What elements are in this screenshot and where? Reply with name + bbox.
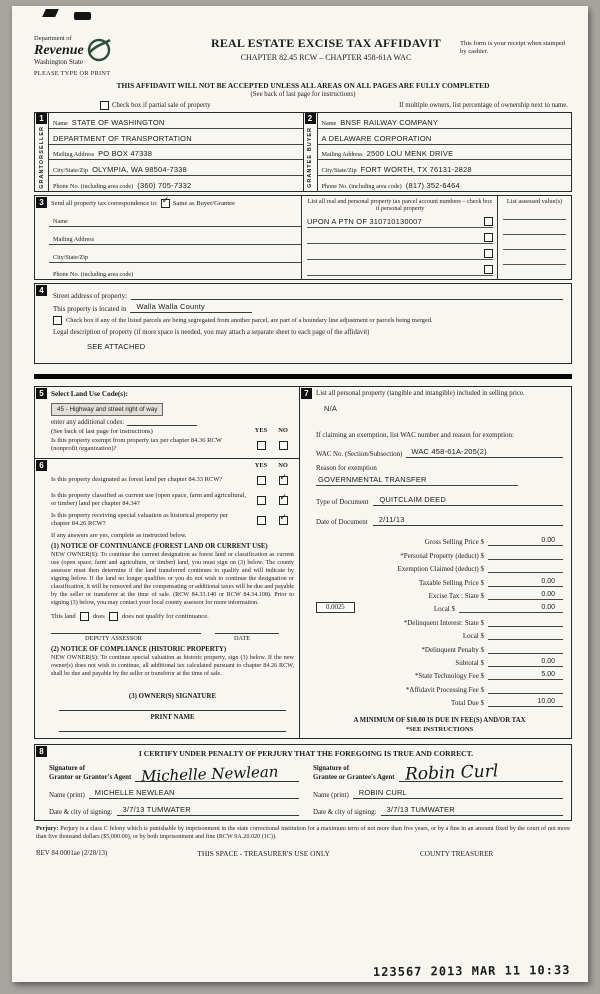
seller-phone-row: Phone No. (including area code) (360) 705-7332 <box>53 180 192 190</box>
assessed-value-line <box>503 252 566 265</box>
local-rate-box: 0.0025 <box>316 602 355 613</box>
current-use-yes-checkbox[interactable] <box>257 496 266 505</box>
buyer-section <box>303 112 573 191</box>
assessed-value-line <box>503 207 566 220</box>
continuance-title: (1) NOTICE OF CONTINUANCE (FOREST LAND OR CURRENT USE) <box>51 543 268 551</box>
owner-signature-line <box>59 710 286 711</box>
deputy-assessor-label: DEPUTY ASSESSOR <box>85 635 142 643</box>
assessed-values-header: List assessed value(s) <box>506 197 563 205</box>
buyer-side-label: BUYER <box>307 127 313 152</box>
historic-question: Is this property receiving special valuation as historical property per chapter 84.26 RCW? <box>51 512 229 528</box>
section1-number: 1 <box>36 113 47 124</box>
completion-warning: THIS AFFIDAVIT WILL NOT BE ACCEPTED UNLESS ALL AREAS ON ALL PAGES ARE FULLY COMPLETED <box>116 81 490 91</box>
this-land-label: This land <box>51 613 76 621</box>
tax-computation-section <box>299 386 572 739</box>
grantor-name-print-row: Name (print) MICHELLE NEWLEAN <box>49 788 299 799</box>
section5-number: 5 <box>36 388 47 399</box>
grantee-date-city-row: Date & city of signing: 3/7/13 TUMWATER <box>313 805 563 816</box>
section-divider <box>34 374 572 379</box>
wac-number-value: WAC 458-61A-205(2) <box>406 447 563 458</box>
revenue-label: Revenue <box>34 42 84 58</box>
form-title: REAL ESTATE EXCISE TAX AFFIDAVIT <box>210 36 442 50</box>
parcel-row <box>307 214 493 228</box>
grantor-name-print: MICHELLE NEWLEAN <box>89 788 299 799</box>
grantee-side-label: GRANTEE <box>307 153 313 188</box>
personal-property-checkbox[interactable] <box>484 217 493 226</box>
legal-description-value: SEE ATTACHED <box>87 342 146 352</box>
grantor-date-city: 3/7/13 TUMWATER <box>117 805 299 816</box>
revenue-logo <box>34 36 192 66</box>
date-of-document-label: Date of Document <box>316 518 368 527</box>
section8-number: 8 <box>36 746 47 757</box>
money-row-personal-deduct: *Personal Property (deduct) $ <box>316 546 563 559</box>
money-row-delinquent-penalty: *Delinquent Penalty $ <box>316 640 563 653</box>
county-treasurer-label: COUNTY TREASURER <box>420 849 494 858</box>
owners-signature-label: (3) OWNER(S) SIGNATURE <box>128 693 217 701</box>
seller-address-row: Mailing Address PO BOX 47338 <box>49 145 303 161</box>
seller-phone-value: (360) 705-7332 <box>137 180 192 190</box>
corr-address-row: Mailing Address <box>49 227 301 245</box>
grantee-name-print: ROBIN CURL <box>353 788 563 799</box>
personal-property-checkbox[interactable] <box>484 249 493 258</box>
additional-codes-line[interactable] <box>127 425 197 426</box>
see-instructions-note: *SEE INSTRUCTIONS <box>405 726 474 734</box>
seller-side-label: SELLER <box>38 126 45 154</box>
perjury-statement: Perjury: Perjury is a class C felony which is punishable by imprisonment in the state correctional institution for a maximum term of not more than five years, or by a fine in an amount fixed by the court of not more than five thousand dollars ($5,000.00), or by both imprisonment and fine (RCW 9A.20.020 (1C)). <box>36 826 570 841</box>
personal-property-value: N/A <box>324 404 338 414</box>
certification-section <box>34 744 572 821</box>
parcel-number-value: UPON A PTN OF 310710130007 <box>307 217 422 227</box>
section4-number: 4 <box>36 285 47 296</box>
money-row-gross: Gross Selling Price $ 0.00 <box>316 533 563 546</box>
does-label: does <box>92 613 105 621</box>
additional-codes-label: enter any additional codes: <box>51 419 125 427</box>
grantee-signature: Robin Curl <box>404 761 499 785</box>
money-row-exemption-deduct: Exemption Claimed (deduct) $ <box>316 560 563 573</box>
money-row-subtotal: Subtotal $ 0.00 <box>316 654 563 667</box>
grantee-signature-block: Signature of Grantee or Grantee's Agent Robin Curl <box>313 761 563 782</box>
compliance-body: NEW OWNER(S): To continue special valuation as historic property, sign (3) below. If the new owner(s) does not wish to continue, all additional tax calculated pursuant to chapter 84.26 RCW, shall be due and payable by the seller or transferor at the time of sale. <box>51 655 294 678</box>
scan-artifact <box>74 12 91 20</box>
reason-exemption-label: Reason for exemption <box>316 465 377 473</box>
parcel-row <box>307 246 493 260</box>
parcel-row <box>307 262 493 276</box>
street-address-line <box>131 299 563 300</box>
buyer-name-value: BNSF RAILWAY COMPANY <box>340 117 439 127</box>
buyer-address-row: Mailing Address 2500 LOU MENK DRIVE <box>318 145 572 161</box>
cashier-receipt-stamp: 123567 2013 MAR 11 10:33 <box>372 962 571 980</box>
corr-phone-row: Phone No. (including area code) <box>53 271 134 279</box>
seller-csz-value: OLYMPIA, WA 98504-7338 <box>92 164 187 174</box>
seller-name-row: Name STATE OF WASHINGTON <box>49 113 303 129</box>
seller-name2-value: DEPARTMENT OF TRANSPORTATION <box>53 133 192 143</box>
date-line <box>215 633 279 634</box>
buyer-csz-value: FORT WORTH, TX 76131-2828 <box>360 164 472 174</box>
buyer-name2-row <box>318 129 572 145</box>
historic-no-checkbox[interactable] <box>279 516 288 525</box>
money-row-total-due: Total Due $ 10.00 <box>316 694 563 707</box>
yes-header: YES <box>254 427 268 435</box>
send-correspondence-label: Send all property tax correspondence to: <box>51 199 158 207</box>
type-of-document-value: QUITCLAIM DEED <box>373 495 563 506</box>
treasurer-space-label: THIS SPACE - TREASURER'S USE ONLY <box>197 849 330 859</box>
reason-exemption-value: GOVERNMENTAL TRANSFER <box>316 473 518 486</box>
current-use-question: Is this property classified as current use (open space, farm and agricultural, or timber) land per chapter 84.34? <box>51 492 247 508</box>
does-not-label: does not qualify for continuance. <box>121 613 209 621</box>
money-row-technology-fee: *State Technology Fee $ 5.00 <box>316 667 563 680</box>
personal-property-label: List all personal property (tangible and intangible) included in selling price. <box>316 390 525 398</box>
type-of-document-label: Type of Document <box>316 498 369 507</box>
current-use-no-checkbox[interactable] <box>279 496 288 505</box>
exempt-no-checkbox[interactable] <box>279 441 288 450</box>
located-in-label: This property is located in <box>53 305 127 314</box>
buyer-csz-row: City/State/Zip FORT WORTH, TX 76131-2828 <box>318 160 572 176</box>
exemption-prompt: If claiming an exemption, list WAC number and reason for exemption: <box>316 431 514 440</box>
money-row-delinquent-interest-state: *Delinquent Interest: State $ <box>316 613 563 626</box>
county-value: Walla Walla County <box>130 302 252 313</box>
assessed-value-line <box>503 237 566 250</box>
certify-statement: I CERTIFY UNDER PENALTY OF PERJURY THAT THE FOREGOING IS TRUE AND CORRECT. <box>138 749 474 759</box>
print-name-label: PRINT NAME <box>150 714 195 722</box>
section2-number: 2 <box>305 113 316 124</box>
yes-header: YES <box>254 462 268 470</box>
dept-of-label: Department of <box>34 35 72 42</box>
seller-name-value: STATE OF WASHINGTON <box>71 117 165 127</box>
washington-state-label: Washington State <box>34 57 84 66</box>
seller-address-value: PO BOX 47338 <box>98 149 153 159</box>
historic-yes-checkbox[interactable] <box>257 516 266 525</box>
multiple-owners-note: If multiple owners, list percentage of ownership next to name. <box>399 102 568 110</box>
parcel-row <box>307 230 493 244</box>
section3-number: 3 <box>36 197 47 208</box>
seller-csz-row: City/State/Zip OLYMPIA, WA 98504-7338 <box>49 160 303 176</box>
partial-sale-label: Check box if partial sale of property <box>112 102 211 110</box>
personal-property-checkbox[interactable] <box>484 233 493 242</box>
money-row-taxable: Taxable Selling Price $ 0.00 <box>316 573 563 586</box>
land-use-code-value[interactable]: 45 - Highway and street right of way <box>51 403 163 416</box>
grantor-signature-block: Signature of Grantor or Grantor's Agent Michelle Newlean <box>49 761 299 782</box>
exempt-question: Is this property exempt from property tax per chapter 84.36 RCW (nonprofit organization)? <box>51 437 222 453</box>
header <box>34 36 572 77</box>
tax-table <box>316 533 563 707</box>
date-of-document-value: 2/11/13 <box>373 515 563 526</box>
seller-section <box>34 112 304 191</box>
does-not-qualify-checkbox[interactable] <box>109 612 118 621</box>
personal-property-checkbox[interactable] <box>484 265 493 274</box>
if-yes-note: If any answers are yes, complete as instructed below. <box>51 532 187 540</box>
see-back-note: (See back of last page for instructions) <box>250 91 356 99</box>
exempt-yes-checkbox[interactable] <box>257 441 266 450</box>
segregated-label: Check box if any of the listed parcels are being segregated from another parcel, are part of a boundary line adjustment or parcels being merged. <box>66 317 433 325</box>
no-header: NO <box>278 462 288 470</box>
section7-number: 7 <box>301 388 312 399</box>
compliance-title: (2) NOTICE OF COMPLIANCE (HISTORIC PROPERTY) <box>51 646 227 654</box>
grantee-name-print-row: Name (print) ROBIN CURL <box>313 788 563 799</box>
assessed-value-line <box>503 222 566 235</box>
grantor-date-city-row: Date & city of signing: 3/7/13 TUMWATER <box>49 805 299 816</box>
minimum-due-note: A MINIMUM OF $10.00 IS DUE IN FEE(S) AND/OR TAX <box>353 717 526 725</box>
grantor-signature-line <box>135 761 299 786</box>
land-use-title: Select Land Use Code(s): <box>51 390 128 399</box>
same-as-buyer-checkbox[interactable] <box>161 199 170 208</box>
grantor-signature: Michelle Newlean <box>140 762 279 786</box>
no-header: NO <box>278 427 288 435</box>
money-row-local: 0.0025 Local $ 0.00 <box>316 600 563 613</box>
same-as-buyer-label: Same as Buyer/Grantee <box>172 199 236 207</box>
forest-land-question: Is this property designated as forest land per chapter 84.33 RCW? <box>51 476 223 484</box>
wac-number-label: WAC No. (Section/Subsection) <box>316 451 403 459</box>
buyer-phone-row: Phone No. (including area code) (817) 352-6464 <box>321 180 460 190</box>
receipt-note: This form is your receipt when stamped by cashier. <box>460 40 566 56</box>
money-row-processing-fee: *Affidavit Processing Fee $ <box>316 680 563 693</box>
buyer-phone-value: (817) 352-6464 <box>405 180 460 190</box>
land-use-section <box>34 386 300 459</box>
classification-section <box>34 458 300 739</box>
parcel-numbers-header: List all real and personal property tax parcel account numbers – check box if personal property <box>307 197 493 213</box>
partial-sale-checkbox[interactable] <box>100 101 109 110</box>
street-address-label: Street address of property: <box>53 292 128 301</box>
buyer-name2-value: A DELAWARE CORPORATION <box>321 133 432 143</box>
corr-name-row: Name <box>49 210 301 228</box>
does-qualify-checkbox[interactable] <box>80 612 89 621</box>
correspondence-section <box>34 195 572 281</box>
revenue-swoosh-icon <box>86 37 112 63</box>
legal-description-label: Legal description of property (if more space is needed, you may attach a separate sheet to each page of the affidavit) <box>53 329 370 337</box>
seller-name2-row <box>49 129 303 145</box>
see-back-note-5: (See back of last page for instructions) <box>51 428 153 436</box>
please-type-label: PLEASE TYPE OR PRINT <box>34 70 111 78</box>
grantor-side-label: GRANTOR <box>38 153 45 189</box>
print-name-line <box>59 731 286 732</box>
chapter-subtitle: CHAPTER 82.45 RCW – CHAPTER 458-61A WAC <box>240 53 412 62</box>
segregated-checkbox[interactable] <box>53 316 62 325</box>
money-row-excise-state: Excise Tax : State $ 0.00 <box>316 587 563 600</box>
corr-csz-row: City/State/Zip <box>49 245 301 263</box>
grantee-date-city: 3/7/13 TUMWATER <box>381 805 563 816</box>
money-row-delinquent-interest-local: Local $ <box>316 627 563 640</box>
affidavit-page <box>12 6 588 982</box>
buyer-name-row: Name BNSF RAILWAY COMPANY <box>318 113 572 129</box>
buyer-address-value: 2500 LOU MENK DRIVE <box>366 149 454 159</box>
forest-yes-checkbox[interactable] <box>257 476 266 485</box>
form-revision-label: REV 84 0001ae (2/28/13) <box>36 850 108 858</box>
property-location-section <box>34 283 572 364</box>
deputy-assessor-line <box>51 633 201 634</box>
forest-no-checkbox[interactable] <box>279 476 288 485</box>
date-label: DATE <box>233 635 251 643</box>
section6-number: 6 <box>36 460 47 471</box>
continuance-body: NEW OWNER(S): To continue the current designation as forest land or classification as current use (open space, farm and agriculture, or timber) land, you must sign on (3) below. The county assessor must then determine if the land transferred continues to qualify and will indicate by signing below. If the land no longer qualifies or you do not wish to continue the designation or classification, it will be removed and the compensating or additional taxes will be due and payable by the seller or transferor at the time of sale. (RCW 84.33.140 or RCW 84.34.108). Prior to signing (3) below, you may contact your local county assessor for more information. <box>51 552 294 607</box>
